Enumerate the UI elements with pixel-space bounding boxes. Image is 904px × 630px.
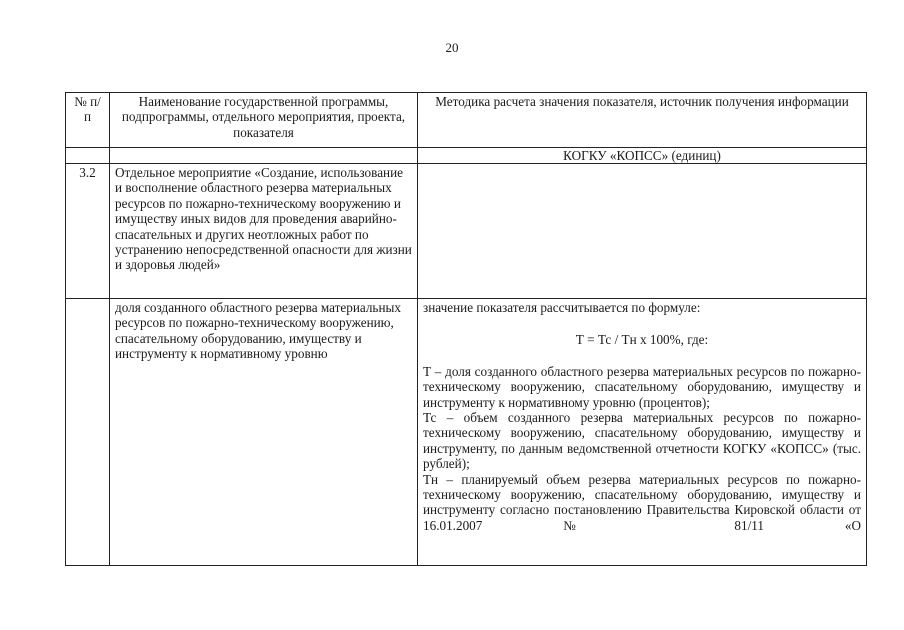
event-name: Отдельное мероприятие «Создание, использование и восполнение областного резерва материальных ресурсов по пожарно-техническому вооружению и имуществу иных видов для проведения аварийно-спасательных и других неотложных работ по устранению непосредственной опасности для жизни и здоровья людей» xyxy=(110,164,418,299)
header-method: Методика расчета значения показателя, источник получения информации xyxy=(418,93,867,148)
table-header-row xyxy=(66,93,867,148)
header-name: Наименование государственной программы, подпрограммы, отдельного мероприятия, проекта, показателя xyxy=(110,93,418,148)
indicator-name: доля созданного областного резерва материальных ресурсов по пожарно-техническому вооружению, спасательному оборудованию, имуществу и инструменту к нормативному уровню xyxy=(110,299,418,566)
source-row-method-cell: КОГКУ «КОПСС» (единиц) xyxy=(418,148,867,164)
row-number: 3.2 xyxy=(66,164,110,299)
source-row-num-cell xyxy=(66,148,110,164)
table-row xyxy=(66,164,867,299)
indicator-method xyxy=(418,299,867,566)
formula: Т = Тс / Тн х 100%, где: xyxy=(575,332,709,348)
header-number: № п/п xyxy=(66,93,110,148)
indicator-row-number xyxy=(66,299,110,566)
formula-intro: значение показателя рассчитывается по формуле: xyxy=(423,300,701,315)
page-number: 20 xyxy=(445,40,459,55)
table-row xyxy=(66,148,867,164)
definition-t: Т – доля созданного областного резерва материальных ресурсов по пожарно-техническому вооружению, спасательному оборудованию, имуществу и инструменту к нормативному уровню (процентов); xyxy=(423,363,861,410)
source-row-name-cell xyxy=(110,148,418,164)
table-row xyxy=(66,299,867,566)
definition-tc: Тс – объем созданного резерва материальных ресурсов по пожарно-техническому вооружению, спасательному оборудованию, имуществу и инструменту, по данным ведомственной отчетности КОГКУ «КОПСС» (тыс. рублей); xyxy=(423,410,861,472)
indicator-methodology-table xyxy=(65,92,867,566)
event-method xyxy=(418,164,867,299)
definition-tn: Тн – планируемый объем резерва материальных ресурсов по пожарно-техническому вооружению, спасательному оборудованию, имуществу и инструменту согласно постановлению Правительства Кировской области от 16.01.2007 № 81/11 «О xyxy=(423,471,861,533)
